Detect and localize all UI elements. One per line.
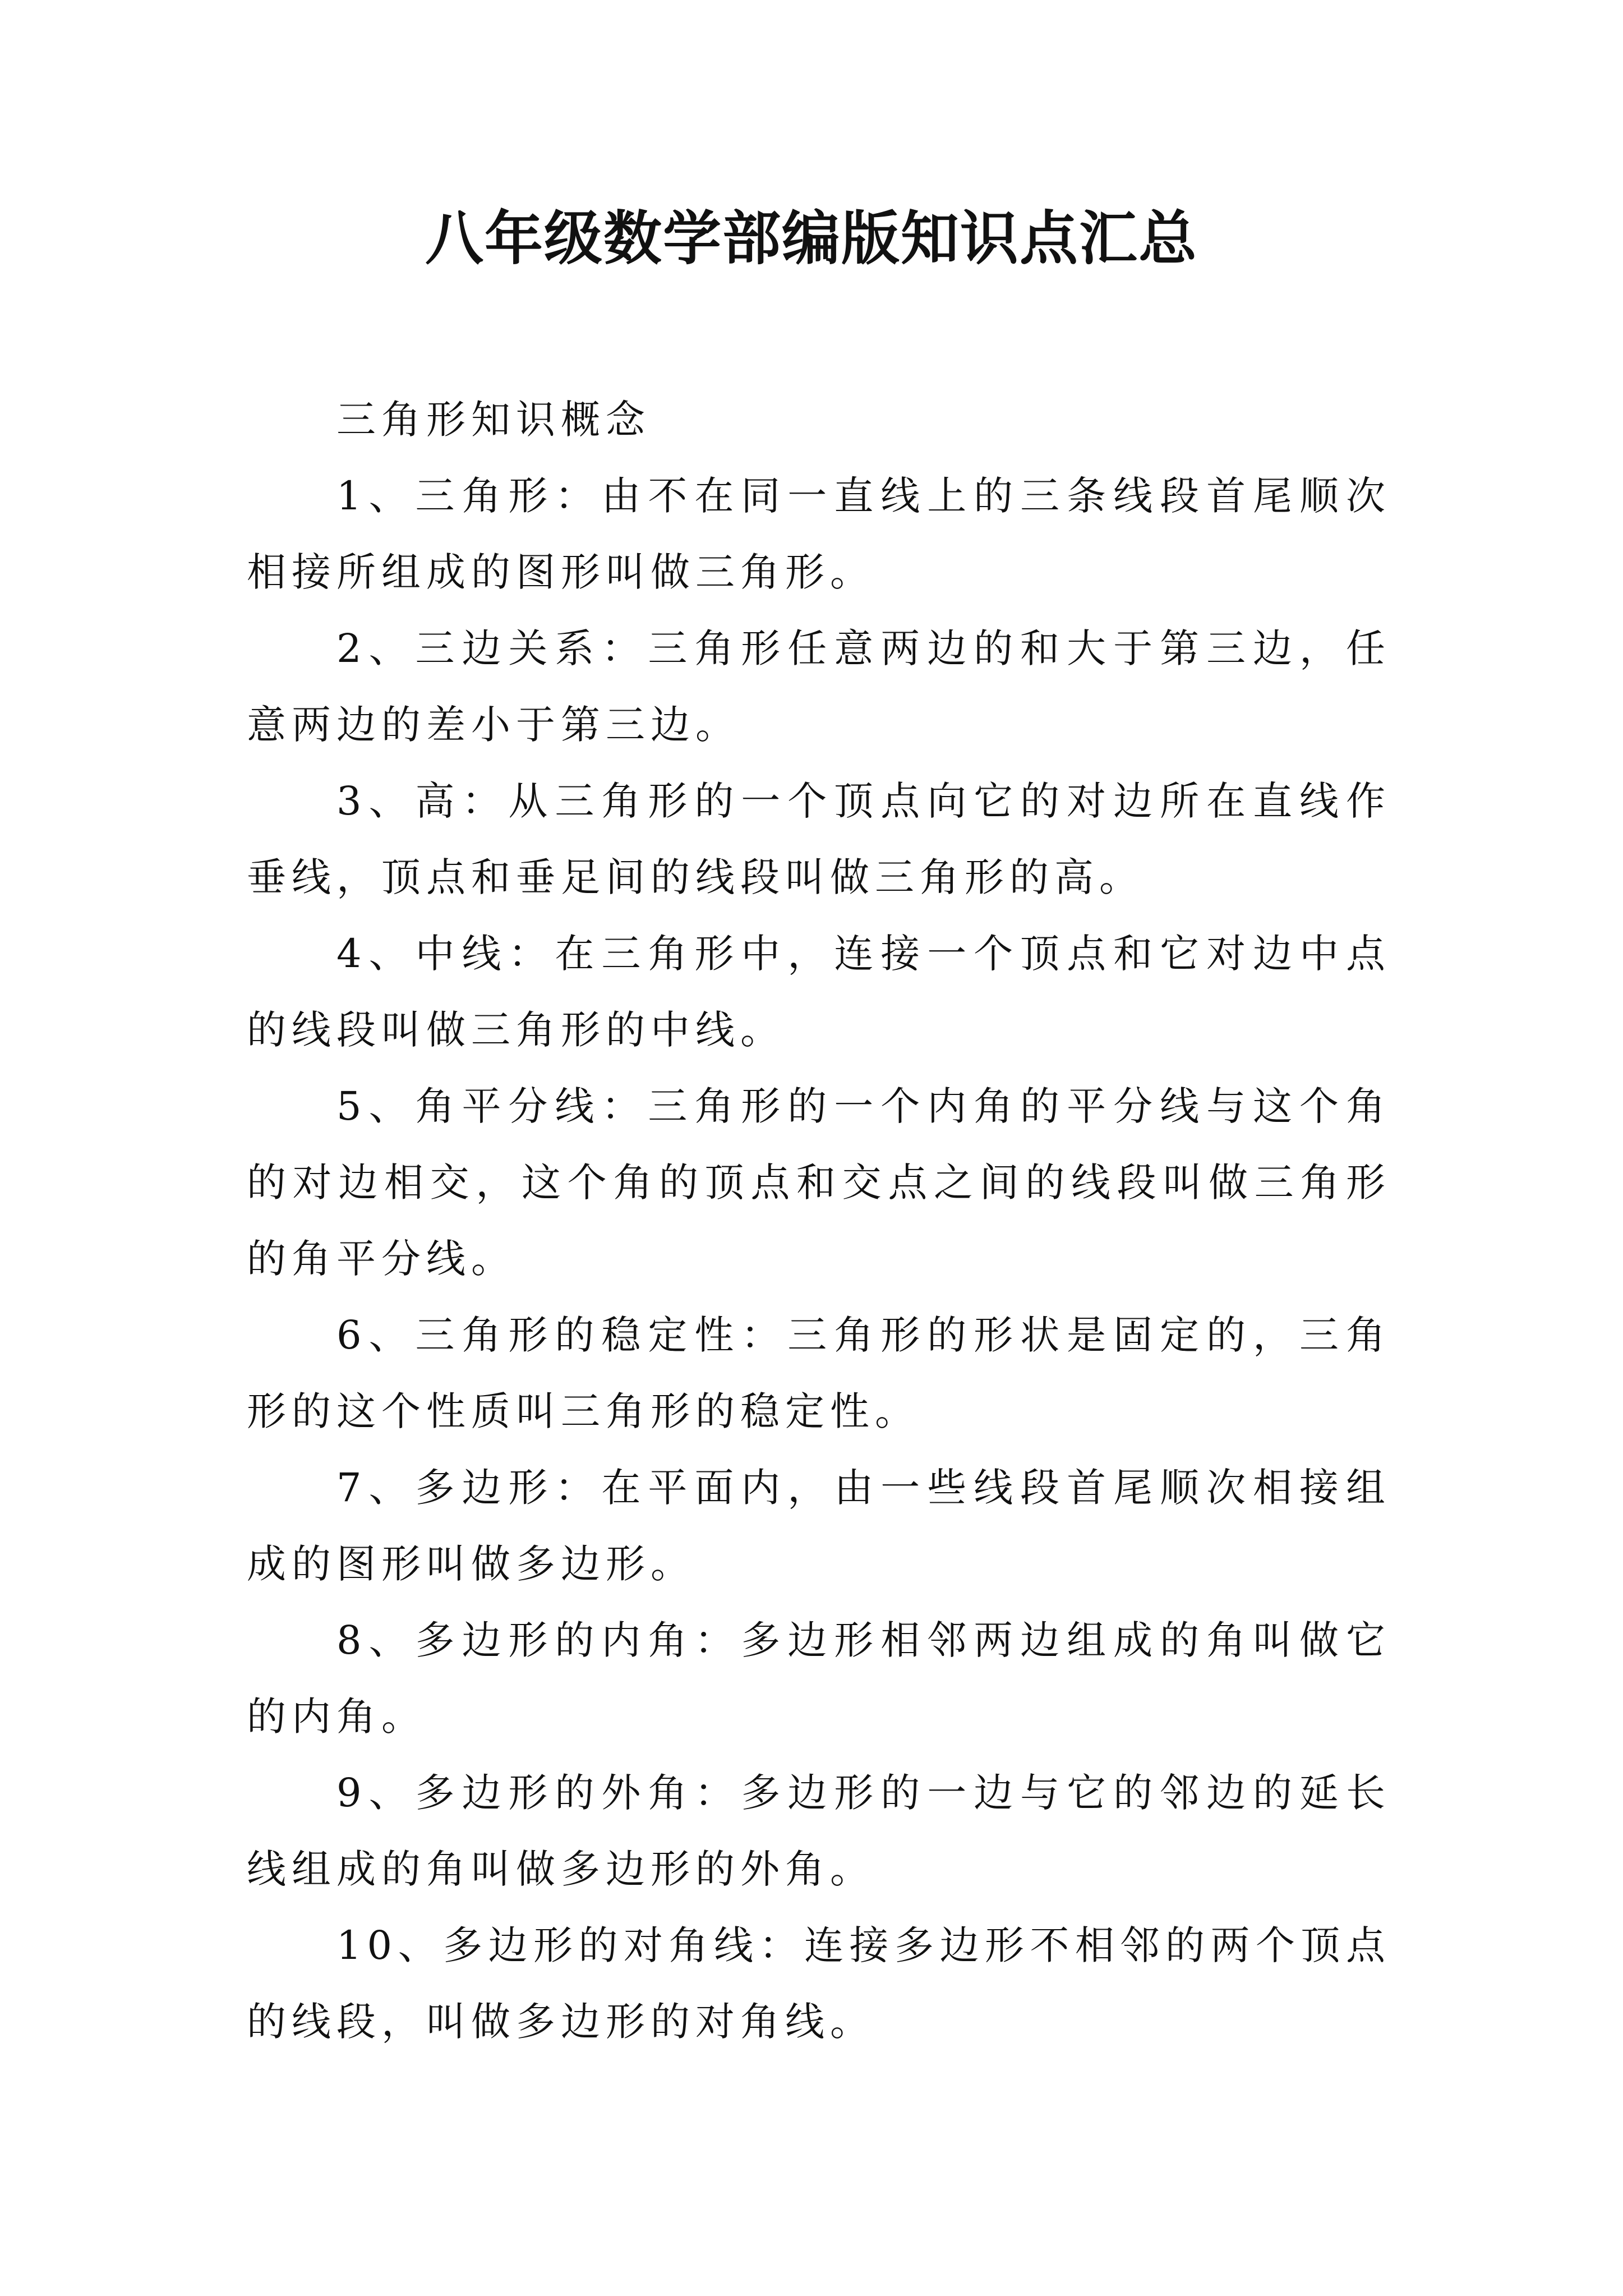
list-item: 1、三角形：由不在同一直线上的三条线段首尾顺次相接所组成的图形叫做三角形。 bbox=[247, 473, 1391, 595]
list-item: 3、高：从三角形的一个顶点向它的对边所在直线作垂线，顶点和垂足间的线段叫做三角形的高。 bbox=[247, 778, 1391, 900]
list-item: 9、多边形的外角：多边形的一边与它的邻边的延长线组成的角叫做多边形的外角。 bbox=[247, 1770, 1391, 1892]
list-item: 4、中线：在三角形中，连接一个顶点和它对边中点的线段叫做三角形的中线。 bbox=[247, 931, 1391, 1053]
list-item: 7、多边形：在平面内，由一些线段首尾顺次相接组成的图形叫做多边形。 bbox=[247, 1465, 1391, 1587]
list-item: 10、多边形的对角线：连接多边形不相邻的两个顶点的线段，叫做多边形的对角线。 bbox=[247, 1922, 1391, 2045]
document-title: 八年级数学部编版知识点汇总 bbox=[425, 204, 1198, 273]
list-item: 6、三角形的稳定性：三角形的形状是固定的，三角形的这个性质叫三角形的稳定性。 bbox=[247, 1312, 1391, 1434]
document-body bbox=[247, 381, 1391, 2060]
list-item: 5、角平分线：三角形的一个内角的平分线与这个角的对边相交，这个角的顶点和交点之间的线段叫做三角形的角平分线。 bbox=[247, 1083, 1391, 1282]
list-item: 8、多边形的内角：多边形相邻两边组成的角叫做它的内角。 bbox=[247, 1617, 1391, 1740]
section-heading: 三角形知识概念 bbox=[336, 397, 651, 443]
list-item: 2、三边关系：三角形任意两边的和大于第三边，任意两边的差小于第三边。 bbox=[247, 625, 1391, 748]
